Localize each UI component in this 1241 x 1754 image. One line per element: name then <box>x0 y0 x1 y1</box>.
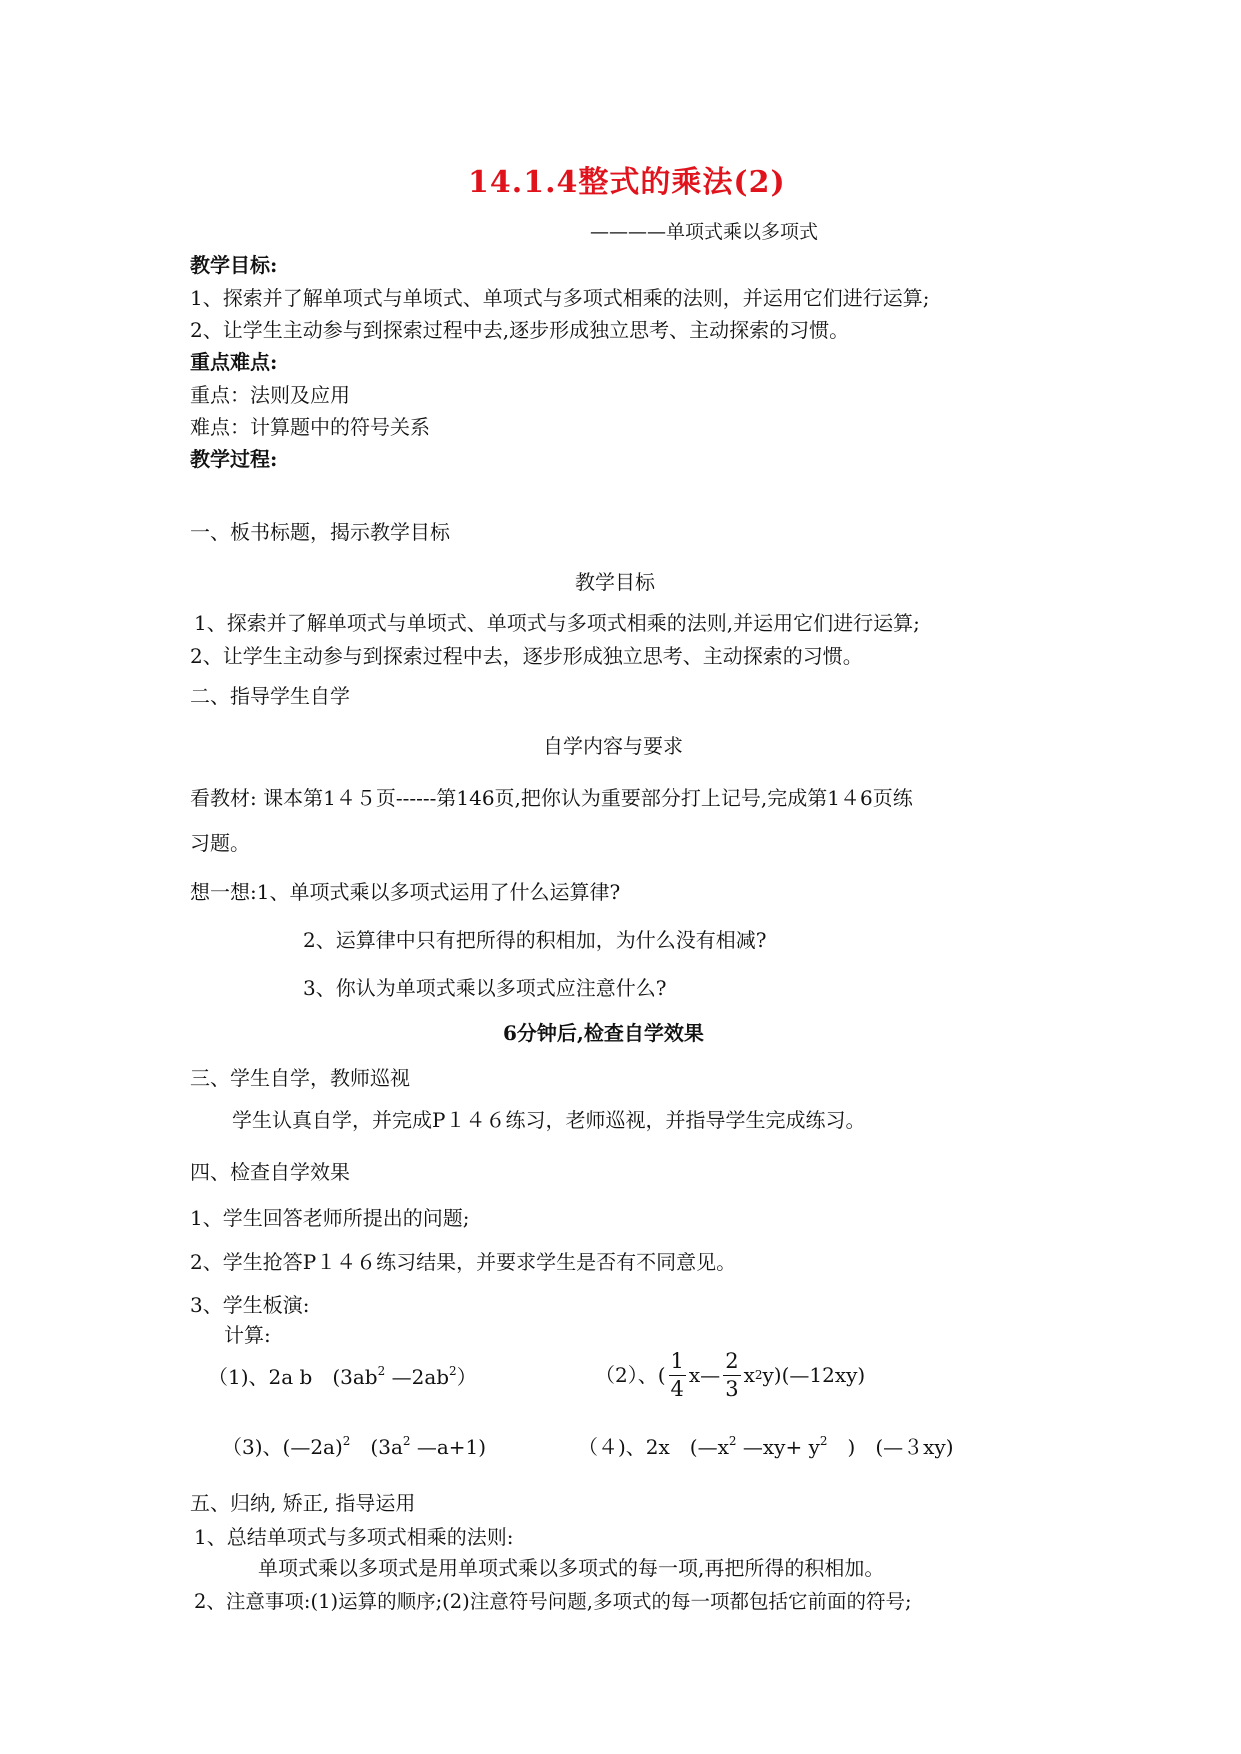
step4-line: 3、学生板演: <box>190 1293 310 1317</box>
problem-4-prefix: （４)、2x (—x <box>578 1435 729 1459</box>
problem-4-suffix: ) (—３xy) <box>827 1435 954 1459</box>
exponent: 2 <box>402 1434 411 1448</box>
objective-line: 2、让学生主动参与到探索过程中去,逐步形成独立思考、主动探索的习惯。 <box>190 318 850 342</box>
problem-2-mid1: x— <box>688 1363 721 1387</box>
step5-heading: 五、归纳, 矫正, 指导运用 <box>190 1491 416 1515</box>
step3-text: 学生认真自学，并完成P１４６练习，老师巡视，并指导学生完成练习。 <box>232 1108 866 1132</box>
think-question-1: 想一想:1、单项式乘以多项式运用了什么运算律? <box>190 880 621 904</box>
step2-heading: 二、指导学生自学 <box>190 684 350 708</box>
problem-1-prefix: （1)、2a b (3ab <box>208 1365 378 1389</box>
problem-1 <box>208 1365 477 1387</box>
step4-line: 1、学生回答老师所提出的问题; <box>190 1206 470 1230</box>
exponent: 2 <box>449 1364 457 1378</box>
reading-instruction-cont: 习题。 <box>190 831 250 855</box>
step5-rule: 单项式乘以多项式是用单项式乘以多项式的每一项,再把所得的积相加。 <box>258 1556 885 1580</box>
process-heading: 教学过程: <box>190 447 278 471</box>
exponent: 2 <box>342 1434 351 1448</box>
step1-objective-line: 1、探索并了解单项式与单顷式、单项式与多项式相乘的法则,并运用它们进行运算; <box>194 611 920 635</box>
step5-item-2: 2、注意事项:(1)运算的顺序;(2)注意符号问题,多项式的每一项都包括它前面的符号; <box>194 1590 912 1613</box>
step5-item-1: 1、总结单项式与多项式相乘的法则: <box>194 1525 514 1549</box>
exponent: 2 <box>819 1434 828 1448</box>
fraction-denominator: 3 <box>725 1376 739 1401</box>
fraction-two-thirds <box>723 1348 740 1401</box>
keypoints-heading: 重点难点: <box>190 350 278 374</box>
problem-3-mid: (3a <box>350 1435 403 1459</box>
difficult-point: 难点：计算题中的符号关系 <box>190 415 430 439</box>
objectives-heading: 教学目标: <box>190 253 278 277</box>
fraction-one-quarter <box>669 1348 686 1401</box>
problem-3-prefix: （3)、(—2a) <box>222 1435 343 1459</box>
think-question-3: 3、你认为单项式乘以多项式应注意什么? <box>303 976 667 1000</box>
problem-1-mid: —2ab <box>385 1365 450 1389</box>
objective-line: 1、探索并了解单项式与单顷式、单项式与多项式相乘的法则，并运用它们进行运算; <box>190 286 930 310</box>
document-subtitle: ————单项式乘以多项式 <box>590 221 819 243</box>
key-point: 重点：法则及应用 <box>190 383 350 407</box>
step4-line: 2、学生抢答P１４６练习结果，并要求学生是否有不同意见。 <box>190 1250 737 1274</box>
step2-center-title: 自学内容与要求 <box>543 734 683 758</box>
problem-4 <box>578 1435 954 1457</box>
step1-center-title: 教学目标 <box>575 570 655 594</box>
step4-heading: 四、检查自学效果 <box>190 1160 350 1184</box>
exponent: 2 <box>377 1364 386 1378</box>
check-note: 6分钟后,检查自学效果 <box>503 1021 704 1045</box>
calc-label: 计算: <box>224 1323 271 1347</box>
problem-4-mid: —xy+ y <box>736 1435 820 1459</box>
step3-heading: 三、学生自学，教师巡视 <box>190 1066 410 1090</box>
step1-heading: 一、板书标题，揭示教学目标 <box>190 520 450 544</box>
think-question-2: 2、运算律中只有把所得的积相加，为什么没有相减? <box>303 928 767 952</box>
problem-1-suffix: ） <box>456 1365 477 1389</box>
problem-2-mid2: x <box>743 1363 755 1387</box>
reading-instruction: 看教材: 课本第1４５页------第146页,把你认为重要部分打上记号,完成第1４6页练 <box>190 786 913 810</box>
fraction-numerator: 1 <box>669 1351 686 1376</box>
problem-3 <box>222 1435 486 1457</box>
problem-2 <box>595 1348 865 1402</box>
exponent: 2 <box>728 1434 737 1448</box>
problem-2-prefix: （2）、( <box>595 1363 666 1387</box>
document-title: 14.1.4整式的乘法(2) <box>468 165 786 200</box>
problem-3-suffix: —a+1) <box>410 1435 487 1459</box>
fraction-denominator: 4 <box>670 1376 684 1401</box>
exponent: 2 <box>754 1368 763 1382</box>
step1-objective-line: 2、让学生主动参与到探索过程中去，逐步形成独立思考、主动探索的习惯。 <box>190 644 863 668</box>
fraction-numerator: 2 <box>723 1351 740 1376</box>
problem-2-suffix: y)(—12xy) <box>762 1363 866 1387</box>
